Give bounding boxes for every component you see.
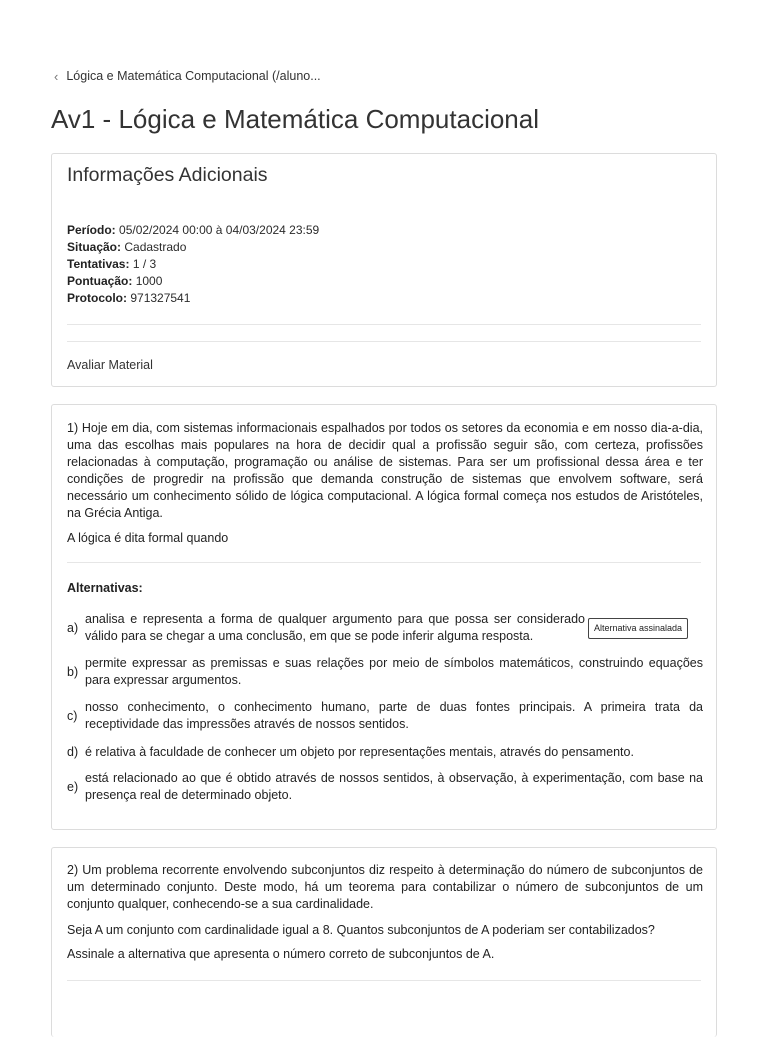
info-label: Período: [67, 223, 116, 237]
info-label: Tentativas: [67, 257, 130, 271]
info-list [67, 222, 319, 307]
info-row-status [67, 239, 319, 256]
alternative-a[interactable] [67, 611, 703, 645]
info-value: 05/02/2024 00:00 à 04/03/2024 23:59 [119, 223, 320, 237]
evaluate-material-link[interactable]: Avaliar Material [67, 358, 153, 372]
question-prompt: A lógica é dita formal quando [67, 531, 229, 545]
info-row-attempts [67, 256, 319, 273]
alternative-text: nosso conhecimento, o conhecimento humano, parte de duas fontes principais. A primeira trata da receptividade das impressões através de nossos sentidos. [85, 700, 703, 731]
question-text: 1) Hoje em dia, com sistemas informacionais espalhados por todos os setores da economia e em nosso dia-a-dia, uma das escolhas mais populares na hora de decidir qual a profissão seguir são, com certeza, profissões relacionadas à computação, programação ou análise de sistemas. Para ser um profissional dessa área e ter condições de progredir na profissão que demanda construção de sistemas que envolvem software, será necessário um conhecimento sólido de lógica computacional. A lógica formal começa nos estudos de Aristóteles, na Grécia Antiga. [67, 421, 703, 520]
divider [67, 562, 701, 563]
alternative-letter: e) [67, 779, 79, 794]
divider [67, 324, 701, 325]
alternative-text: está relacionado ao que é obtido através de nossos sentidos, à observação, à experimentação, com base na presença real de determinado objeto. [85, 771, 703, 802]
question-instruction: Assinale a alternativa que apresenta o número correto de subconjuntos de A. [67, 947, 495, 961]
alternative-c[interactable] [67, 699, 703, 733]
question-prompt: Seja A um conjunto com cardinalidade igual a 8. Quantos subconjuntos de A poderiam ser contabilizados? [67, 923, 655, 937]
question-card-2 [51, 847, 717, 1037]
alternative-letter: a) [67, 620, 79, 635]
info-row-protocol [67, 290, 319, 307]
info-row-score [67, 273, 319, 290]
breadcrumb-label: Lógica e Matemática Computacional (/aluno... [66, 69, 321, 83]
question-text: 2) Um problema recorrente envolvendo subconjuntos diz respeito à determinação do número de subconjuntos de um determinado conjunto. Deste modo, há um teorema para contabilizar o número de subconjuntos de um conjunto qualquer, conhecendo-se a sua cardinalidade. [67, 863, 703, 911]
alternatives-title: Alternativas: [67, 581, 143, 595]
info-value: 1 / 3 [132, 257, 157, 271]
alternative-b[interactable] [67, 655, 703, 689]
alternative-text: analisa e representa a forma de qualquer argumento para que possa ser considerado válido para se chegar a uma conclusão, em que se pode inferir alguma resposta. [85, 612, 585, 643]
info-label: Protocolo: [67, 291, 127, 305]
alternative-text: é relativa à faculdade de conhecer um objeto por representações mentais, através do pensamento. [85, 744, 634, 759]
alternative-letter: b) [67, 664, 79, 679]
info-label: Pontuação: [67, 274, 133, 288]
alternative-letter: c) [67, 708, 78, 723]
page-title: Av1 - Lógica e Matemática Computacional [51, 104, 539, 134]
alternative-e[interactable] [67, 770, 703, 804]
alternative-letter: d) [67, 744, 79, 759]
info-label: Situação: [67, 240, 122, 254]
info-value: Cadastrado [124, 240, 187, 254]
info-value: 1000 [135, 274, 163, 288]
question-card-1 [51, 404, 717, 830]
breadcrumb[interactable] [54, 69, 321, 83]
alternative-text: permite expressar as premissas e suas relações por meio de símbolos matemáticos, construindo equações para expressar argumentos. [85, 656, 703, 687]
chevron-left-icon: ‹ [54, 68, 59, 84]
divider [67, 980, 701, 981]
info-row-period [67, 222, 319, 239]
selected-alternative-badge: Alternativa assinalada [588, 618, 688, 639]
divider [67, 341, 701, 342]
info-value: 971327541 [130, 291, 191, 305]
alternative-d[interactable] [67, 742, 703, 762]
info-title: Informações Adicionais [67, 164, 268, 186]
info-card [51, 153, 717, 387]
